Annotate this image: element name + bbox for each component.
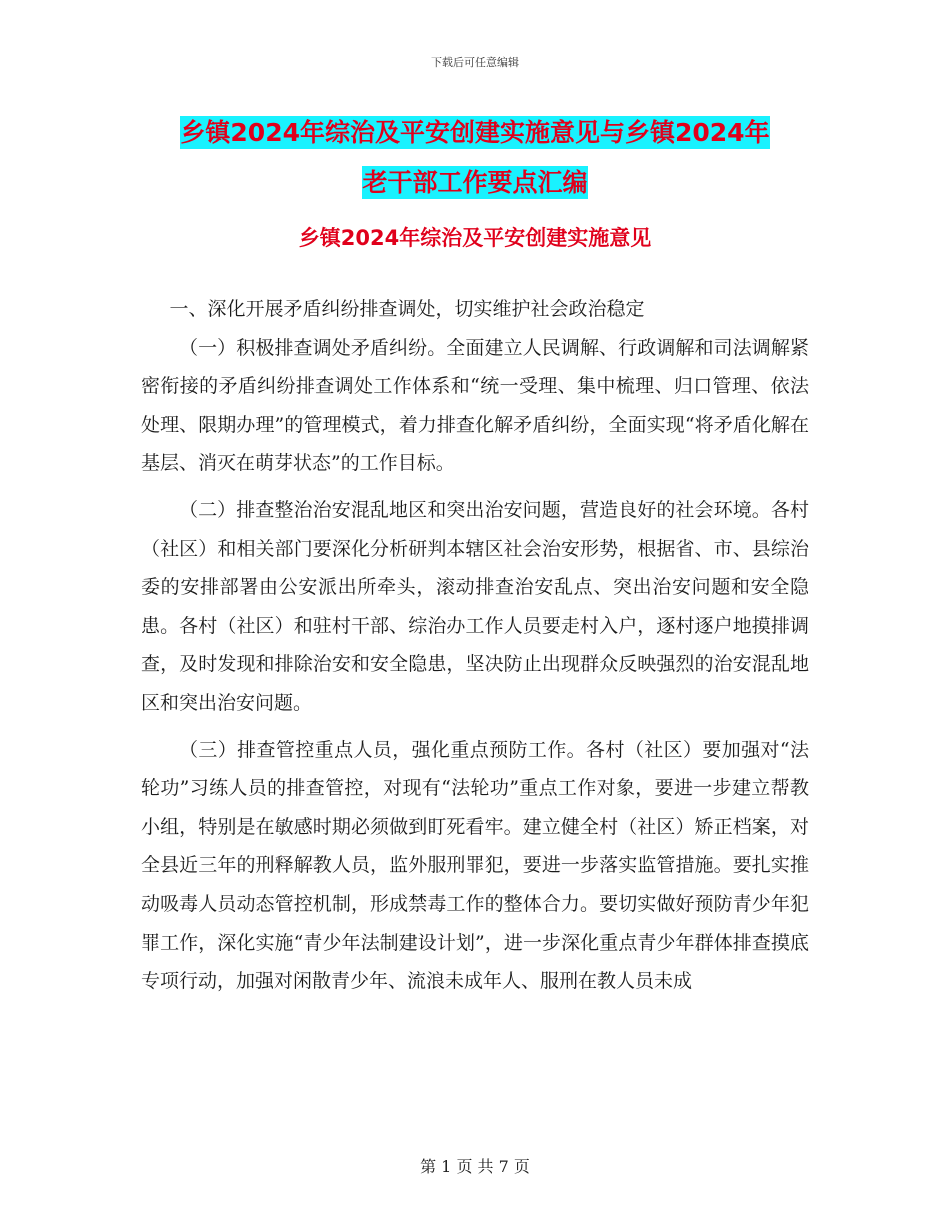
section-title: 乡镇2024年综治及平安创建实施意见 [298, 226, 652, 250]
document-title-line-2: 老干部工作要点汇编 [362, 168, 588, 197]
paragraph-heading-1: 一、深化开展矛盾纠纷排查调处，切实维护社会政治稳定 [169, 298, 645, 320]
paragraph-2: （二）排查整治治安混乱地区和突出治安问题，营造良好的社会环境。各村（社区）和相关部门要深化分析研判本辖区社会治安形势，根据省、市、县综治委的安排部署由公安派出所牵头，滚动排查治安乱点、突出治安问题和安全隐患。各村（社区）和驻村干部、综治办工作人员要走村入户，逐村逐户地摸排调查，及时发现和排除治安和安全隐患，坚决防止出现群众反映强烈的治安混乱地区和突出治安问题。 [141, 498, 809, 714]
document-title-line-1: 乡镇2024年综治及平安创建实施意见与乡镇2024年 [180, 118, 770, 147]
paragraph-1: （一）积极排查调处矛盾纠纷。全面建立人民调解、行政调解和司法调解紧密衔接的矛盾纠纷排查调处工作体系和“统一受理、集中梳理、归口管理、依法处理、限期办理”的管理模式，着力排查化解矛盾纠纷，全面实现“将矛盾化解在基层、消灭在萌芽状态”的工作目标。 [141, 336, 809, 475]
document-body [141, 290, 809, 1001]
page-number: 第 1 页 共 7 页 [420, 1157, 530, 1176]
document-title [150, 108, 800, 208]
header-note: 下载后可任意编辑 [431, 56, 519, 69]
paragraph-3: （三）排查管控重点人员，强化重点预防工作。各村（社区）要加强对“法轮功”习练人员的排查管控，对现有“法轮功”重点工作对象，要进一步建立帮教小组，特别是在敏感时期必须做到盯死看牢。建立健全村（社区）矫正档案，对全县近三年的刑释解教人员，监外服刑罪犯，要进一步落实监管措施。要扎实推动吸毒人员动态管控机制，形成禁毒工作的整体合力。要切实做好预防青少年犯罪工作，深化实施“青少年法制建设计划”，进一步深化重点青少年群体排查摸底专项行动，加强对闲散青少年、流浪未成年人、服刑在教人员未成 [141, 738, 809, 993]
